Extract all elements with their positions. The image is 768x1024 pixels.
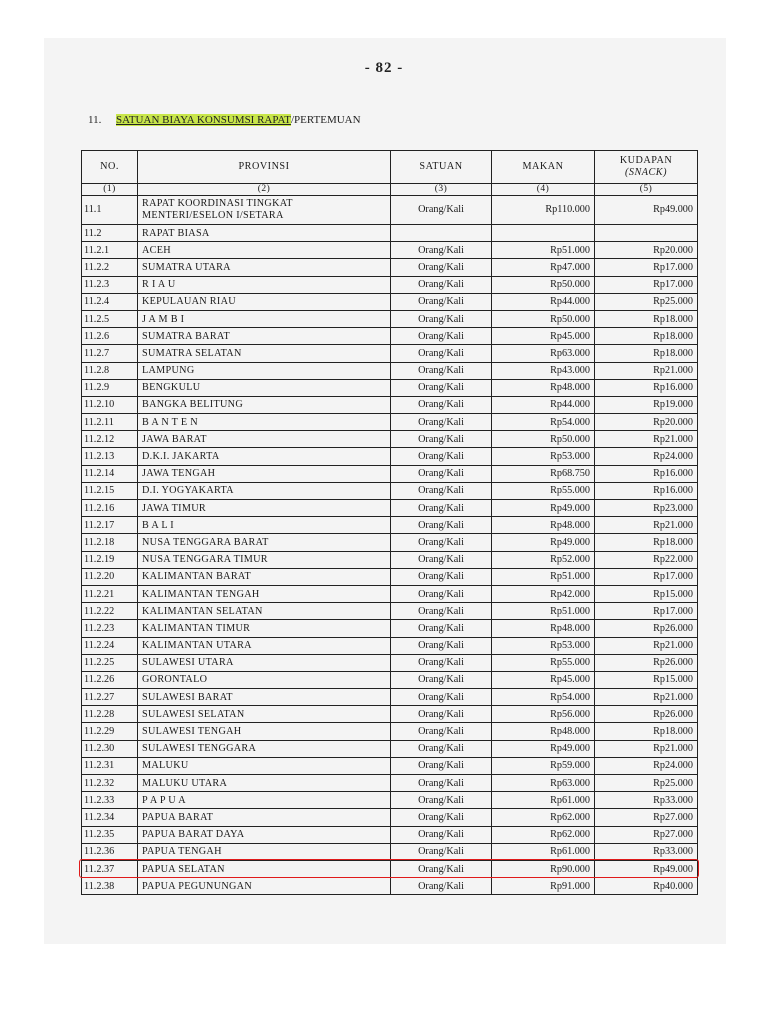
row-provinsi: PAPUA BARAT DAYA bbox=[138, 826, 391, 843]
row-provinsi: P A P U A bbox=[138, 792, 391, 809]
row-satuan: Orang/Kali bbox=[391, 276, 492, 293]
table-header-row bbox=[82, 151, 698, 184]
row-kudapan: Rp22.000 bbox=[595, 551, 698, 568]
row-satuan: Orang/Kali bbox=[391, 431, 492, 448]
column-number: (1) bbox=[82, 184, 138, 196]
table-row bbox=[82, 396, 698, 413]
row-number: 11.2.25 bbox=[82, 654, 138, 671]
table-row bbox=[82, 534, 698, 551]
row-provinsi: SULAWESI SELATAN bbox=[138, 706, 391, 723]
row-number: 11.2.14 bbox=[82, 465, 138, 482]
row-kudapan: Rp16.000 bbox=[595, 379, 698, 396]
row-number: 11.2.7 bbox=[82, 345, 138, 362]
table-row bbox=[82, 860, 698, 877]
row-satuan: Orang/Kali bbox=[391, 242, 492, 259]
table-row bbox=[82, 328, 698, 345]
column-number: (3) bbox=[391, 184, 492, 196]
header-provinsi: PROVINSI bbox=[138, 151, 391, 184]
row-provinsi: MALUKU bbox=[138, 757, 391, 774]
row-number: 11.2.11 bbox=[82, 414, 138, 431]
row-satuan: Orang/Kali bbox=[391, 328, 492, 345]
row-satuan: Orang/Kali bbox=[391, 792, 492, 809]
row-makan: Rp42.000 bbox=[492, 585, 595, 602]
row-makan: Rp43.000 bbox=[492, 362, 595, 379]
row-satuan: Orang/Kali bbox=[391, 723, 492, 740]
row-satuan: Orang/Kali bbox=[391, 517, 492, 534]
row-satuan: Orang/Kali bbox=[391, 568, 492, 585]
row-makan: Rp59.000 bbox=[492, 757, 595, 774]
header-makan: MAKAN bbox=[492, 151, 595, 184]
row-satuan: Orang/Kali bbox=[391, 345, 492, 362]
row-satuan: Orang/Kali bbox=[391, 654, 492, 671]
row-satuan: Orang/Kali bbox=[391, 671, 492, 688]
row-number: 11.2.6 bbox=[82, 328, 138, 345]
row-makan: Rp49.000 bbox=[492, 534, 595, 551]
table-row bbox=[82, 551, 698, 568]
table-row bbox=[82, 637, 698, 654]
row-kudapan: Rp20.000 bbox=[595, 242, 698, 259]
row-number: 11.2.30 bbox=[82, 740, 138, 757]
row-provinsi: MALUKU UTARA bbox=[138, 775, 391, 792]
row-kudapan: Rp25.000 bbox=[595, 293, 698, 310]
row-kudapan: Rp18.000 bbox=[595, 345, 698, 362]
row-makan: Rp47.000 bbox=[492, 259, 595, 276]
row-kudapan: Rp18.000 bbox=[595, 310, 698, 327]
table-row bbox=[82, 414, 698, 431]
row-satuan: Orang/Kali bbox=[391, 414, 492, 431]
section-title-rest: /PERTEMUAN bbox=[290, 114, 361, 126]
row-provinsi: NUSA TENGGARA TIMUR bbox=[138, 551, 391, 568]
row-makan: Rp110.000 bbox=[492, 196, 595, 225]
row-makan: Rp51.000 bbox=[492, 603, 595, 620]
section-heading bbox=[88, 114, 361, 126]
row-kudapan: Rp21.000 bbox=[595, 431, 698, 448]
row-number: 11.2.22 bbox=[82, 603, 138, 620]
header-no: NO. bbox=[82, 151, 138, 184]
row-number: 11.2.19 bbox=[82, 551, 138, 568]
row-satuan: Orang/Kali bbox=[391, 585, 492, 602]
row-makan: Rp44.000 bbox=[492, 293, 595, 310]
row-makan: Rp45.000 bbox=[492, 328, 595, 345]
row-number: 11.2.4 bbox=[82, 293, 138, 310]
row-makan: Rp61.000 bbox=[492, 792, 595, 809]
row-satuan: Orang/Kali bbox=[391, 396, 492, 413]
row-provinsi: KALIMANTAN SELATAN bbox=[138, 603, 391, 620]
row-provinsi: SUMATRA SELATAN bbox=[138, 345, 391, 362]
row-kudapan: Rp21.000 bbox=[595, 637, 698, 654]
row-satuan: Orang/Kali bbox=[391, 465, 492, 482]
row-provinsi: D.I. YOGYAKARTA bbox=[138, 482, 391, 499]
page-number: - 82 - bbox=[364, 60, 404, 76]
table-row bbox=[82, 196, 698, 225]
table-row bbox=[82, 620, 698, 637]
row-satuan: Orang/Kali bbox=[391, 878, 492, 895]
table-row bbox=[82, 500, 698, 517]
row-makan: Rp54.000 bbox=[492, 689, 595, 706]
row-kudapan: Rp33.000 bbox=[595, 843, 698, 860]
table-row bbox=[82, 448, 698, 465]
row-kudapan: Rp26.000 bbox=[595, 654, 698, 671]
row-number: 11.2.12 bbox=[82, 431, 138, 448]
row-number: 11.2.16 bbox=[82, 500, 138, 517]
row-number: 11.2.8 bbox=[82, 362, 138, 379]
section-number: 11. bbox=[88, 114, 102, 126]
row-number: 11.2 bbox=[82, 225, 138, 242]
row-kudapan: Rp49.000 bbox=[595, 196, 698, 225]
row-makan: Rp52.000 bbox=[492, 551, 595, 568]
row-provinsi: KALIMANTAN BARAT bbox=[138, 568, 391, 585]
row-provinsi: SULAWESI TENGAH bbox=[138, 723, 391, 740]
table-row bbox=[82, 276, 698, 293]
table-row bbox=[82, 826, 698, 843]
table-row bbox=[82, 293, 698, 310]
table-row bbox=[82, 310, 698, 327]
row-kudapan: Rp33.000 bbox=[595, 792, 698, 809]
row-kudapan: Rp25.000 bbox=[595, 775, 698, 792]
row-provinsi: BANGKA BELITUNG bbox=[138, 396, 391, 413]
row-kudapan: Rp24.000 bbox=[595, 757, 698, 774]
row-kudapan: Rp27.000 bbox=[595, 826, 698, 843]
table-row bbox=[82, 603, 698, 620]
row-makan: Rp63.000 bbox=[492, 775, 595, 792]
row-kudapan: Rp24.000 bbox=[595, 448, 698, 465]
row-satuan: Orang/Kali bbox=[391, 500, 492, 517]
row-provinsi: B A L I bbox=[138, 517, 391, 534]
row-provinsi: RAPAT KOORDINASI TINGKAT MENTERI/ESELON I/SETARA bbox=[138, 196, 391, 225]
row-satuan: Orang/Kali bbox=[391, 740, 492, 757]
row-number: 11.2.32 bbox=[82, 775, 138, 792]
row-number: 11.2.21 bbox=[82, 585, 138, 602]
row-satuan: Orang/Kali bbox=[391, 482, 492, 499]
row-makan: Rp48.000 bbox=[492, 379, 595, 396]
row-number: 11.1 bbox=[82, 196, 138, 225]
row-number: 11.2.34 bbox=[82, 809, 138, 826]
row-number: 11.2.1 bbox=[82, 242, 138, 259]
table-row bbox=[82, 242, 698, 259]
row-number: 11.2.26 bbox=[82, 671, 138, 688]
row-makan: Rp51.000 bbox=[492, 242, 595, 259]
table-row bbox=[82, 757, 698, 774]
row-provinsi: KEPULAUAN RIAU bbox=[138, 293, 391, 310]
header-kudapan bbox=[595, 151, 698, 184]
row-kudapan: Rp18.000 bbox=[595, 328, 698, 345]
row-satuan: Orang/Kali bbox=[391, 534, 492, 551]
row-kudapan: Rp15.000 bbox=[595, 671, 698, 688]
row-provinsi: JAWA TIMUR bbox=[138, 500, 391, 517]
row-kudapan: Rp26.000 bbox=[595, 706, 698, 723]
column-number-row bbox=[82, 184, 698, 196]
row-provinsi: NUSA TENGGARA BARAT bbox=[138, 534, 391, 551]
table-row bbox=[82, 878, 698, 895]
row-kudapan: Rp15.000 bbox=[595, 585, 698, 602]
row-provinsi: GORONTALO bbox=[138, 671, 391, 688]
row-makan: Rp49.000 bbox=[492, 500, 595, 517]
row-makan: Rp44.000 bbox=[492, 396, 595, 413]
row-satuan: Orang/Kali bbox=[391, 310, 492, 327]
row-kudapan: Rp19.000 bbox=[595, 396, 698, 413]
row-makan: Rp49.000 bbox=[492, 740, 595, 757]
row-provinsi: SULAWESI TENGGARA bbox=[138, 740, 391, 757]
row-makan: Rp62.000 bbox=[492, 826, 595, 843]
table-row bbox=[82, 225, 698, 242]
row-kudapan: Rp27.000 bbox=[595, 809, 698, 826]
row-provinsi: SUMATRA BARAT bbox=[138, 328, 391, 345]
row-makan: Rp68.750 bbox=[492, 465, 595, 482]
row-number: 11.2.37 bbox=[82, 860, 138, 877]
row-provinsi: ACEH bbox=[138, 242, 391, 259]
row-number: 11.2.38 bbox=[82, 878, 138, 895]
row-satuan: Orang/Kali bbox=[391, 620, 492, 637]
row-satuan: Orang/Kali bbox=[391, 826, 492, 843]
row-makan: Rp63.000 bbox=[492, 345, 595, 362]
row-satuan: Orang/Kali bbox=[391, 775, 492, 792]
row-kudapan: Rp17.000 bbox=[595, 568, 698, 585]
row-provinsi: SUMATRA UTARA bbox=[138, 259, 391, 276]
table-row bbox=[82, 585, 698, 602]
table-row bbox=[82, 568, 698, 585]
row-provinsi: J A M B I bbox=[138, 310, 391, 327]
table-row bbox=[82, 809, 698, 826]
row-provinsi: LAMPUNG bbox=[138, 362, 391, 379]
row-kudapan: Rp21.000 bbox=[595, 517, 698, 534]
row-number: 11.2.18 bbox=[82, 534, 138, 551]
table-row bbox=[82, 362, 698, 379]
table-row bbox=[82, 740, 698, 757]
row-number: 11.2.29 bbox=[82, 723, 138, 740]
consumption-rate-table bbox=[81, 150, 698, 895]
row-satuan: Orang/Kali bbox=[391, 860, 492, 877]
table-row bbox=[82, 259, 698, 276]
row-number: 11.2.27 bbox=[82, 689, 138, 706]
row-satuan: Orang/Kali bbox=[391, 551, 492, 568]
row-number: 11.2.15 bbox=[82, 482, 138, 499]
row-provinsi: KALIMANTAN TENGAH bbox=[138, 585, 391, 602]
row-provinsi: KALIMANTAN UTARA bbox=[138, 637, 391, 654]
row-makan: Rp48.000 bbox=[492, 517, 595, 534]
row-satuan: Orang/Kali bbox=[391, 362, 492, 379]
row-number: 11.2.24 bbox=[82, 637, 138, 654]
row-makan: Rp61.000 bbox=[492, 843, 595, 860]
row-provinsi: RAPAT BIASA bbox=[138, 225, 391, 242]
row-makan: Rp55.000 bbox=[492, 654, 595, 671]
table-row bbox=[82, 792, 698, 809]
row-number: 11.2.36 bbox=[82, 843, 138, 860]
column-number: (2) bbox=[138, 184, 391, 196]
row-satuan: Orang/Kali bbox=[391, 603, 492, 620]
table-row bbox=[82, 465, 698, 482]
table-row bbox=[82, 775, 698, 792]
header-satuan: SATUAN bbox=[391, 151, 492, 184]
row-satuan: Orang/Kali bbox=[391, 196, 492, 225]
row-provinsi: PAPUA BARAT bbox=[138, 809, 391, 826]
column-number: (5) bbox=[595, 184, 698, 196]
row-kudapan: Rp21.000 bbox=[595, 689, 698, 706]
row-satuan bbox=[391, 225, 492, 242]
row-provinsi: SULAWESI UTARA bbox=[138, 654, 391, 671]
row-provinsi: SULAWESI BARAT bbox=[138, 689, 391, 706]
row-makan: Rp53.000 bbox=[492, 637, 595, 654]
row-satuan: Orang/Kali bbox=[391, 448, 492, 465]
row-makan: Rp50.000 bbox=[492, 276, 595, 293]
table-row bbox=[82, 654, 698, 671]
row-makan: Rp56.000 bbox=[492, 706, 595, 723]
row-number: 11.2.3 bbox=[82, 276, 138, 293]
row-kudapan: Rp20.000 bbox=[595, 414, 698, 431]
table-row bbox=[82, 379, 698, 396]
row-makan: Rp50.000 bbox=[492, 431, 595, 448]
row-number: 11.2.31 bbox=[82, 757, 138, 774]
row-makan: Rp50.000 bbox=[492, 310, 595, 327]
row-kudapan: Rp17.000 bbox=[595, 276, 698, 293]
row-number: 11.2.33 bbox=[82, 792, 138, 809]
row-number: 11.2.9 bbox=[82, 379, 138, 396]
row-satuan: Orang/Kali bbox=[391, 706, 492, 723]
table-row bbox=[82, 345, 698, 362]
table-row bbox=[82, 843, 698, 860]
row-satuan: Orang/Kali bbox=[391, 809, 492, 826]
row-makan: Rp91.000 bbox=[492, 878, 595, 895]
table-row bbox=[82, 517, 698, 534]
row-makan bbox=[492, 225, 595, 242]
row-kudapan: Rp17.000 bbox=[595, 603, 698, 620]
row-kudapan: Rp49.000 bbox=[595, 860, 698, 877]
row-makan: Rp53.000 bbox=[492, 448, 595, 465]
row-makan: Rp48.000 bbox=[492, 723, 595, 740]
row-provinsi: PAPUA PEGUNUNGAN bbox=[138, 878, 391, 895]
row-kudapan: Rp40.000 bbox=[595, 878, 698, 895]
row-kudapan: Rp21.000 bbox=[595, 362, 698, 379]
row-satuan: Orang/Kali bbox=[391, 689, 492, 706]
row-satuan: Orang/Kali bbox=[391, 379, 492, 396]
column-number: (4) bbox=[492, 184, 595, 196]
row-number: 11.2.17 bbox=[82, 517, 138, 534]
row-provinsi: B A N T E N bbox=[138, 414, 391, 431]
row-kudapan: Rp17.000 bbox=[595, 259, 698, 276]
table-row bbox=[82, 706, 698, 723]
row-makan: Rp90.000 bbox=[492, 860, 595, 877]
row-provinsi: D.K.I. JAKARTA bbox=[138, 448, 391, 465]
row-number: 11.2.13 bbox=[82, 448, 138, 465]
row-provinsi: R I A U bbox=[138, 276, 391, 293]
row-makan: Rp45.000 bbox=[492, 671, 595, 688]
row-number: 11.2.10 bbox=[82, 396, 138, 413]
row-satuan: Orang/Kali bbox=[391, 293, 492, 310]
row-makan: Rp48.000 bbox=[492, 620, 595, 637]
row-kudapan: Rp18.000 bbox=[595, 723, 698, 740]
row-number: 11.2.5 bbox=[82, 310, 138, 327]
row-provinsi: KALIMANTAN TIMUR bbox=[138, 620, 391, 637]
table-row bbox=[82, 431, 698, 448]
row-satuan: Orang/Kali bbox=[391, 259, 492, 276]
row-makan: Rp54.000 bbox=[492, 414, 595, 431]
row-number: 11.2.2 bbox=[82, 259, 138, 276]
row-provinsi: BENGKULU bbox=[138, 379, 391, 396]
row-kudapan: Rp23.000 bbox=[595, 500, 698, 517]
row-provinsi: JAWA TENGAH bbox=[138, 465, 391, 482]
row-kudapan: Rp21.000 bbox=[595, 740, 698, 757]
row-number: 11.2.35 bbox=[82, 826, 138, 843]
table-row bbox=[82, 689, 698, 706]
row-satuan: Orang/Kali bbox=[391, 637, 492, 654]
section-title-highlighted: SATUAN BIAYA KONSUMSI RAPAT bbox=[116, 114, 291, 126]
row-kudapan bbox=[595, 225, 698, 242]
row-kudapan: Rp16.000 bbox=[595, 482, 698, 499]
row-makan: Rp62.000 bbox=[492, 809, 595, 826]
table-row bbox=[82, 723, 698, 740]
row-makan: Rp51.000 bbox=[492, 568, 595, 585]
row-number: 11.2.23 bbox=[82, 620, 138, 637]
row-kudapan: Rp18.000 bbox=[595, 534, 698, 551]
row-provinsi: PAPUA TENGAH bbox=[138, 843, 391, 860]
row-number: 11.2.28 bbox=[82, 706, 138, 723]
header-kudapan-sub: (SNACK) bbox=[625, 167, 667, 178]
header-kudapan-label: KUDAPAN bbox=[619, 155, 673, 166]
row-satuan: Orang/Kali bbox=[391, 843, 492, 860]
row-provinsi: JAWA BARAT bbox=[138, 431, 391, 448]
row-provinsi: PAPUA SELATAN bbox=[138, 860, 391, 877]
row-kudapan: Rp26.000 bbox=[595, 620, 698, 637]
table-row bbox=[82, 671, 698, 688]
row-makan: Rp55.000 bbox=[492, 482, 595, 499]
table-row bbox=[82, 482, 698, 499]
row-number: 11.2.20 bbox=[82, 568, 138, 585]
row-kudapan: Rp16.000 bbox=[595, 465, 698, 482]
table-body bbox=[82, 196, 698, 895]
row-satuan: Orang/Kali bbox=[391, 757, 492, 774]
